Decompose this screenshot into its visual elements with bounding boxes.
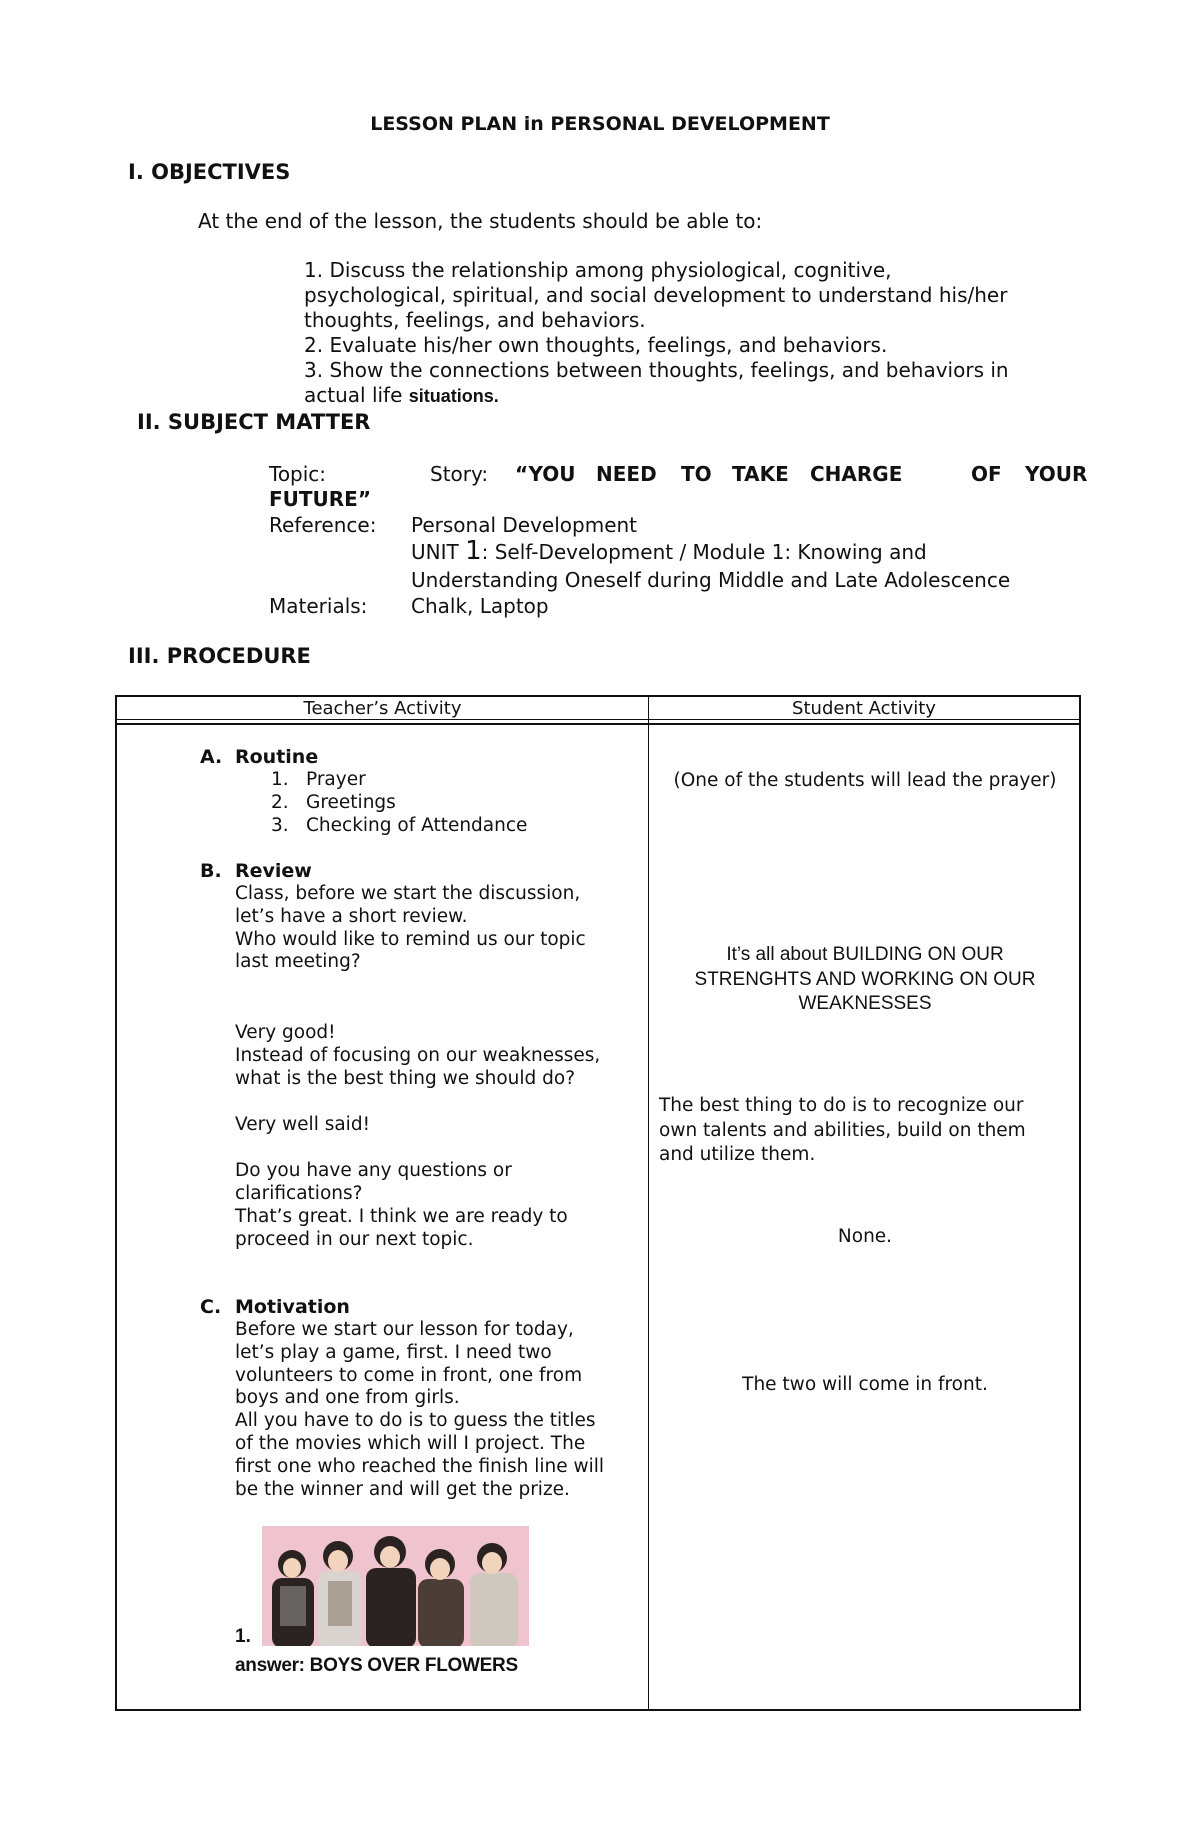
reference-title: Personal Development — [411, 513, 638, 537]
objectives-heading: I. OBJECTIVES — [128, 160, 291, 184]
topic-word: YOUR — [1025, 462, 1088, 486]
routine-title: Routine — [235, 746, 319, 768]
section-letter: A. — [200, 746, 223, 768]
section-letter: C. — [200, 1296, 222, 1318]
text-line: what is the best thing we should do? — [235, 1067, 576, 1089]
objective-line: thoughts, feelings, and behaviors. — [304, 308, 646, 332]
reference-line: Understanding Oneself during Middle and Late Adolescence — [411, 568, 1011, 592]
topic-end: FUTURE” — [269, 487, 371, 511]
table-row — [116, 724, 1080, 1710]
topic-word: TAKE — [732, 462, 789, 486]
movie-still-image — [262, 1526, 529, 1646]
unit-word: UNIT — [411, 540, 459, 564]
text-line: Class, before we start the discussion, — [235, 883, 581, 904]
materials-value: Chalk, Laptop — [411, 594, 549, 618]
document-title: LESSON PLAN in PERSONAL DEVELOPMENT — [370, 113, 830, 135]
text-line: volunteers to come in front, one from — [235, 1364, 583, 1386]
objective-line: 1. Discuss the relationship among physiological, cognitive, — [304, 258, 892, 282]
text-line: boys and one from girls. — [235, 1387, 460, 1409]
topic-word: “YOU — [515, 462, 576, 486]
review-text — [235, 1160, 512, 1206]
list-item: Greetings — [306, 791, 396, 813]
text-line: be the winner and will get the prize. — [235, 1478, 570, 1500]
text-line: own talents and abilities, build on them — [659, 1119, 1026, 1141]
objective-line: psychological, spiritual, and social development to understand his/her — [304, 283, 1008, 307]
movie-still-illustration — [262, 1526, 529, 1646]
section-letter: B. — [200, 860, 222, 882]
topic-label: Topic: — [269, 462, 327, 486]
text-line: Who would like to remind us our topic — [235, 928, 586, 950]
motivation-text — [235, 1319, 604, 1501]
text-line: Before we start our lesson for today, — [235, 1319, 574, 1340]
text-line: Instead of focusing on our weaknesses, — [235, 1044, 601, 1066]
topic-word: NEED — [596, 462, 657, 486]
review-text — [235, 883, 586, 974]
objective-line: 2. Evaluate his/her own thoughts, feelings, and behaviors. — [304, 333, 888, 357]
student-response — [649, 943, 1081, 1017]
topic-word: CHARGE — [810, 462, 903, 486]
student-response: (One of the students will lead the prayer) — [673, 770, 1057, 791]
list-number: 1. — [271, 769, 289, 790]
objective-line-part: actual life — [304, 383, 409, 407]
list-item: Prayer — [306, 769, 366, 790]
review-text — [235, 1022, 600, 1090]
text-line: Very good! — [235, 1022, 336, 1043]
text-line: Very well said! — [235, 1114, 370, 1135]
text-line: That’s great. I think we are ready to — [235, 1206, 568, 1227]
text-line: All you have to do is to guess the titles — [235, 1410, 596, 1432]
text-line: Do you have any questions or — [235, 1160, 512, 1181]
story-label: Story: — [430, 462, 489, 486]
student-activity-header: Student Activity — [649, 696, 1081, 720]
objective-line-part: situations. — [408, 386, 499, 406]
student-response: The two will come in front. — [742, 1374, 988, 1395]
list-item: Checking of Attendance — [306, 814, 528, 836]
motivation-title: Motivation — [235, 1296, 350, 1318]
reference-unit — [411, 536, 927, 566]
text-line: first one who reached the finish line will — [235, 1455, 605, 1477]
text-line: proceed in our next topic. — [235, 1228, 474, 1250]
text-line: WEAKNESSES — [798, 993, 932, 1014]
text-line: It’s all about BUILDING ON OUR — [726, 944, 1004, 965]
objective-line: 3. Show the connections between thoughts, feelings, and behaviors in — [304, 358, 1009, 382]
procedure-table — [115, 695, 1081, 1711]
student-response: None. — [837, 1226, 893, 1247]
review-text — [235, 1114, 370, 1137]
unit-number: 1 — [465, 536, 482, 566]
objectives-list — [304, 258, 1009, 409]
subject-matter-heading: II. SUBJECT MATTER — [137, 410, 371, 434]
text-line: The best thing to do is to recognize our — [659, 1095, 1024, 1116]
topic-word: TO — [681, 462, 712, 486]
image-number: 1. — [235, 1626, 251, 1647]
teacher-activity-header: Teacher’s Activity — [116, 696, 649, 720]
student-response — [659, 1094, 1091, 1168]
review-text — [235, 1206, 568, 1252]
text-line: clarifications? — [235, 1182, 363, 1204]
topic-word: OF — [971, 462, 1002, 486]
text-line: let’s have a short review. — [235, 905, 468, 927]
student-activity-cell — [649, 724, 1081, 1710]
list-number: 2. — [271, 791, 289, 813]
unit-rest: : Self-Development / Module 1: Knowing and — [481, 540, 927, 564]
text-line: and utilize them. — [659, 1144, 816, 1165]
table-header-row — [116, 696, 1080, 720]
text-line: of the movies which will I project. The — [235, 1432, 586, 1454]
reference-label: Reference: — [269, 513, 377, 537]
review-title: Review — [235, 860, 312, 882]
materials-label: Materials: — [269, 594, 368, 618]
routine-list — [306, 769, 527, 837]
text-line: last meeting? — [235, 951, 361, 973]
text-line: STRENGHTS AND WORKING ON OUR — [694, 968, 1036, 990]
routine-numbers — [271, 769, 289, 837]
text-line: let’s play a game, first. I need two — [235, 1341, 552, 1363]
objectives-intro: At the end of the lesson, the students should be able to: — [198, 209, 763, 233]
list-number: 3. — [271, 814, 289, 836]
objective-line — [304, 383, 1009, 409]
image-answer: answer: BOYS OVER FLOWERS — [235, 1655, 518, 1676]
procedure-heading: III. PROCEDURE — [128, 644, 311, 668]
